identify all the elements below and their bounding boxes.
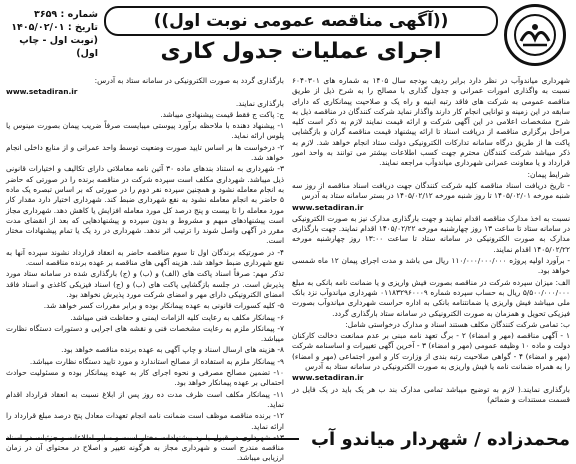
notice-paragraph: ۷- پیمانکار ملزم به رعایت مشخصات فنی و نقشه های اجرایی و دستورات دستگاه نظارت میباشد. <box>6 323 284 344</box>
notice-paragraph: شرایط پیمان: <box>527 169 570 179</box>
notice-paragraph: بارگذاری نمایند.( لازم به توضیح میباشد تمامی مدارک بند ب هر یک باید در یک فایل در قسمت مستندات و ضمائم) <box>292 384 570 404</box>
notice-header <box>4 4 572 74</box>
notice-paragraph: - برآورد اولیه پروژه ۱۱۰/۰۰۰/۰۰۰/۰۰۰ ریال می باشد و مدت اجرای پیمان ۱۲ ماه شمسی خواهد بود. <box>292 256 570 276</box>
notice-paragraph: بارگذاری گردد به صورت الکترونیکی در سامانه ستاد به آدرس: <box>94 76 284 85</box>
notice-subtitle: اجرای عملیات جدول کاری <box>160 38 442 64</box>
notice-meta <box>8 8 98 60</box>
notice-paragraph: بارگذاری نمایند. <box>235 98 284 108</box>
notice-paragraph: الف: میزان سپرده شرکت در مناقصه بصورت فیش واریزی و یا ضمانت نامه بانکی به مبلغ ۵/۵۰۰/۰۰۰/۰۰۰ ریال به حساب سپرده شماره ۰۱۱۸۳۲۹۶۰۰۰۹ شهرداری میاندوآب نزد بانک ملی میباشد فیش واریزی یا ضمانتنامه بانکی به اداره حراست شهرداری میاندوآب بصورت فیزیکی تحویل و همزمان به صورت الکترونیکی در سامانه ستاد بارگذاری گردد. <box>292 277 570 318</box>
notice-paragraph: ۱ - آگهی مناقصه (مهر و امضاء) ۲ - برگ تعهد نامه مبنی بر عدم ممانعت دخالت کارکنان دولت و ماده ۱۰ وظیفه عمومی (مهر و امضاء) ۳ - آخرین آگهی تغییرات و اساسنامه شرکت (مهر و امضاء) ۴ - گواهی صلاحیت رتبه بندی از وزارت کار و امور اجتماعی (مهر و امضاء) را به همراه ضمانت نامه یا فیش واریزی به صورت الکترونیکی در سامانه ستاد به آدرس <box>292 331 570 372</box>
notice-footer <box>6 422 570 456</box>
notice-column-left <box>6 76 284 463</box>
notice-paragraph: ۳- شهرداری به استناد بندهای ماده ۳۰ آئین نامه معاملاتی دارای تکالیف و اختیارات قانونی ذیل میباشد. شهرداری مکلف است سپرده شرکت در مناقصه برنده را در صورتی که حاضر به انجام معامله نشود و همچنین سپرده نفر دوم را در صورتی که بر اساس تبصره یک ماده ۵ حاضر به انجام معامله نشود به نفع شهرداری ضبط کند. شهرداری اختیار دارد مقدار کار مورد معامله را تا بیست و پنج درصد کل مورد معامله افزایش یا کاهش دهد. شهرداری مجاز است پیشنهادهای مبهم و مشروط و بدون سپرده و پیشنهادهایی که بعد از انقضای مدت مقرر در آگهی واصل شوند را ترتیب اثر ندهد. شهرداری در رد یک یا تمام پیشنهادات مختار است. <box>6 164 284 246</box>
notice-paragraph: ۱۰- تضمین مصالح مصرفی و نحوه اجرای کار به عهده پیمانکار بوده و مسئولیت حوادث احتمالی بر عهده پیمانکار خواهد بود. <box>6 368 284 388</box>
mayor-signature: محمدزاده / شهردار میاندو آب <box>310 428 570 450</box>
notice-paragraph: نسبت به اخذ مدارک مناقصه اقدام نمایند و جهت بارگذاری مدارک نیز به صورت الکترونیکی در سامانه ستاد تا ساعت ۱۳ روز چهارشنبه مورخه ۱۴۰۵/۰۲/۲۲ اقدام نمایند. جهت بارگذاری مدارک به صورت الکترونیکی در سامانه ستاد تا ساعت ۱۳:۰۰ روز چهارشنبه مورخه ۱۴۰۵/۰۲/۲۲ اقدام نمایند. <box>292 213 570 254</box>
notice-paragraph: ب: تمامی شرکت کنندگان مکلف هستند اسناد و مدارک درخواستی شامل: <box>345 319 570 329</box>
notice-paragraph: ۱۲- برنده مناقصه موظف است ضمانت نامه انجام تعهدات معادل پنج درصد مبلغ قرارداد را ارائه نماید. <box>6 411 284 431</box>
notice-paragraph: شهرداری میاندوآب در نظر دارد برابر ردیف بودجه سال ۱۴۰۵ به شماره های ۶۰۴۰۳۰۱ نسبت به واگذاری امورات عمرانی و جدول گذاری با مصالح را به شرح ذیل از طریق مناقصه عمومی به شرکت های فاقد رتبه ابنیه و راه یک و صلاحیت پیمانکاری که دارای سابقه در این زمینه و توانایی انجام کار دارند واگذار نماید شرکت کنندگان در مناقصه ذیل به شرح مشخصات اعلامی در این آگهی شرکت و ارائه قیمت نمایند لازم به ذکر است کلیه مراحل برگزاری مناقصه از دریافت اسناد تا ارائه پیشنهاد قیمت مناقصه گران و بازگشایی پاکت ها از طریق درگاه سامانه تدارکات الکترونیکی دولت ستاد انجام خواهد شد. لازم به ذکر میباشد شرکت کنندگان محترم جهت کسب اطلاعات بیشتر می توانند به واحد امور قرارداد و یا معاونت عمرانی شهرداری میاندوآب مراجعه نمایند. <box>292 76 570 168</box>
setad-website-link: www.setadiran.ir <box>292 373 364 383</box>
notice-paragraph: تذکر مهم: صرفاً اسناد پاکت های (الف) و (ب) و (ج) بارگذاری شده در سامانه ستاد مورد پذیرش است. در جلسه بازگشایی پاکت های (ب) و (ج) اسناد فیزیکی کاغذی و اسناد فاقد امضای الکترونیکی دارای مهر و امضای شرکت مورد پذیرش نخواهد بود. <box>6 269 284 299</box>
notice-paragraph: ۹- پیمانکار ملزم به استفاده از مصالح استاندارد و مورد تایید دستگاه نظارت میباشد. <box>29 356 284 366</box>
setad-website-link: www.setadiran.ir <box>6 87 78 97</box>
notice-date: تاریخ : ۱۴۰۵/۰۲/۰۱ <box>11 22 98 33</box>
notice-paragraph: ۲- درخواست ها بر اساس تایید صورت وضعیت توسط واحد عمرانی و از منابع داخلی انجام خواهد شد. <box>6 142 284 163</box>
notice-paragraph: ۱- پیشنهاد دهنده با ملاحظه برآورد پیوستی میبایست صرفاً ضریب پیمان بصورت مینوس یا پلوس ارائه نماید. <box>6 121 284 141</box>
footer-rule <box>6 438 299 440</box>
notice-paragraph: مناقصه مندرج است و شهرداری مجاز به هرگونه تغییر و اصلاح در محتوای آن در زمان ارزیابی میباشد. <box>6 443 284 463</box>
notice-column-right <box>292 76 570 418</box>
notice-paragraph: ۱۱- پیمانکار مکلف است ظرف مدت ده روز پس از ابلاغ نسبت به انعقاد قرارداد اقدام نماید. <box>6 389 284 409</box>
notice-paragraph: ۴- در صورتیکه برندگان اول تا سوم مناقصه حاضر به انعقاد قرارداد نشوند سپرده آنها به نفع شهرداری ضبط خواهد شد. هزینه آگهی های مناقصه بر عهده برنده مناقصه است. <box>6 247 284 268</box>
notice-paragraph: ۶- پیمانکار مکلف به رعایت کلیه الزامات ایمنی و حفاظت فنی میباشد. <box>70 312 284 322</box>
municipality-logo <box>504 4 566 66</box>
setad-website-link: www.setadiran.ir <box>292 202 364 212</box>
notice-paragraph: ج: پاکت ج فقط قیمت پیشنهادی میباشد. <box>160 109 284 119</box>
notice-paragraph: ۵- کلیه کسورات قانونی به عهده پیمانکار بوده و برابر مقررات کسر خواهد شد. <box>43 301 284 311</box>
notice-edition: (نوبت اول - چاپ اول) <box>19 35 98 59</box>
municipality-logo-icon <box>513 13 557 57</box>
notice-paragraph: - تاریخ دریافت اسناد مناقصه کلیه شرکت کنندگان جهت دریافت اسناد مناقصه از روز سه شنبه مورخه ۱۴۰۵/۰۲/۰۱ تا روز شنبه مورخه ۱۴۰۵/۰۲/۱۲ در بستر سامانه ستاد به آدرس <box>292 180 570 201</box>
notice-number: شماره : ۳۶۵۹ <box>34 9 98 20</box>
notice-banner-title: ((آگهی مناقصه عمومی نوبت اول)) <box>104 6 498 36</box>
notice-paragraph: ۸- هزینه های ارسال اسناد و چاپ آگهی به عهده برنده مناقصه خواهد بود. <box>61 345 284 355</box>
